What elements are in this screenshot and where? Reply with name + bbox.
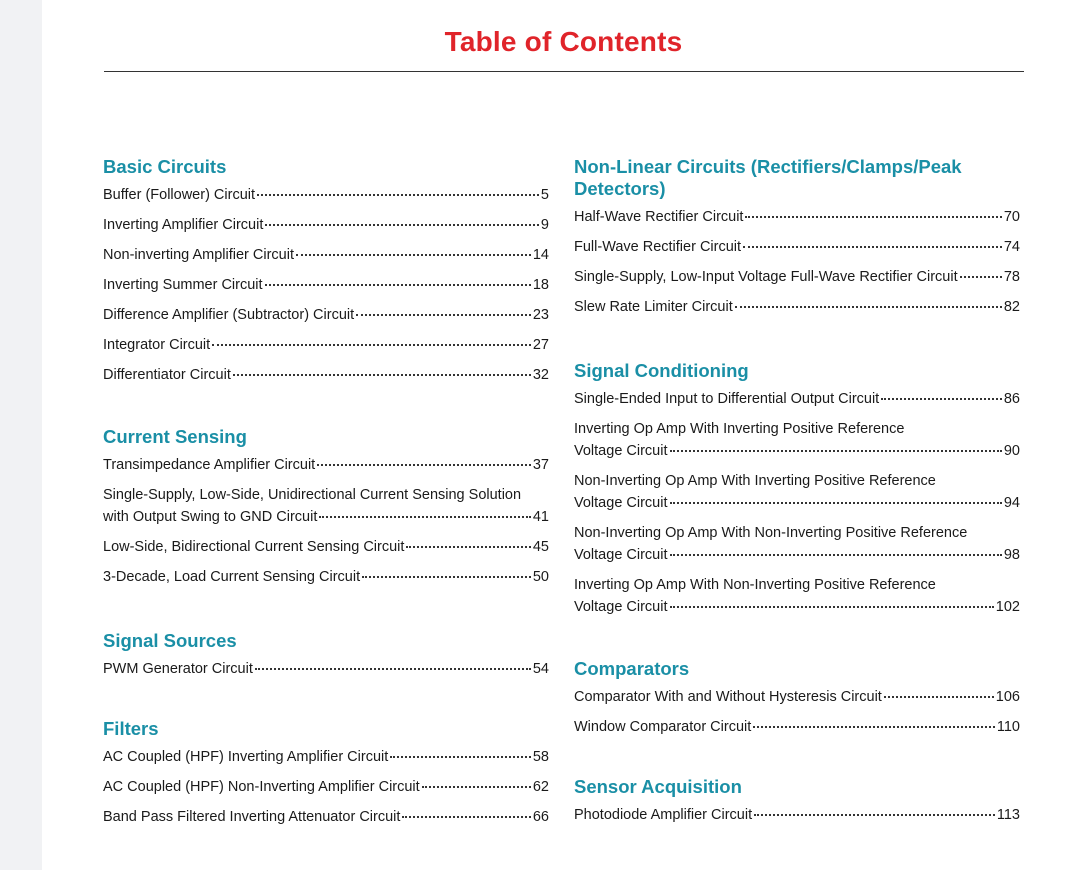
dot-leader — [670, 502, 1002, 504]
dot-leader — [402, 816, 530, 818]
toc-entry[interactable] — [574, 236, 1020, 266]
toc-entry-line2 — [574, 596, 1020, 618]
toc-entry-page-number: 58 — [532, 749, 549, 765]
toc-entry[interactable] — [574, 716, 1020, 746]
toc-entry[interactable] — [103, 806, 549, 836]
toc-section-comparators — [574, 658, 1020, 746]
toc-entry-label-line1: Non-Inverting Op Amp With Inverting Positive Reference — [574, 473, 936, 489]
toc-section-signal-conditioning — [574, 360, 1020, 626]
toc-entry-page-number: 78 — [1003, 269, 1020, 285]
toc-right-column — [574, 156, 1020, 834]
section-heading: Signal Conditioning — [574, 360, 749, 381]
dot-leader — [317, 464, 531, 466]
toc-entry-label: Voltage Circuit — [574, 495, 668, 511]
toc-entry-page-number: 110 — [996, 719, 1020, 735]
toc-entry-page-number: 90 — [1003, 443, 1020, 459]
toc-section-current-sensing — [103, 426, 549, 596]
toc-entry-label: Inverting Amplifier Circuit — [103, 217, 264, 233]
toc-entry-page-number: 14 — [532, 247, 549, 263]
dot-leader — [233, 374, 531, 376]
toc-entry-page-number: 113 — [996, 807, 1020, 823]
dot-leader — [735, 306, 1002, 308]
section-heading: Signal Sources — [103, 630, 237, 651]
title-rule — [104, 71, 1024, 72]
toc-entry-page-number: 41 — [532, 509, 549, 525]
toc-entry[interactable] — [574, 804, 1020, 834]
toc-entry[interactable] — [103, 776, 549, 806]
toc-entry-label: Half-Wave Rectifier Circuit — [574, 209, 744, 225]
dot-leader — [745, 216, 1001, 218]
toc-entry-label: with Output Swing to GND Circuit — [103, 509, 318, 525]
toc-entry-label: Single-Ended Input to Differential Output Circuit — [574, 391, 880, 407]
toc-entry-page-number: 102 — [995, 599, 1020, 615]
toc-entry-page-number: 23 — [532, 307, 549, 323]
toc-entry-label: Slew Rate Limiter Circuit — [574, 299, 733, 315]
toc-entry[interactable] — [103, 184, 549, 214]
toc-entry-label-line1: Inverting Op Amp With Inverting Positive Reference — [574, 421, 905, 437]
section-heading: Filters — [103, 718, 159, 739]
toc-entry[interactable] — [103, 484, 549, 536]
toc-entry[interactable] — [103, 244, 549, 274]
section-heading: Comparators — [574, 658, 690, 679]
toc-entry[interactable] — [574, 418, 1020, 470]
toc-entry-page-number: 5 — [540, 187, 549, 203]
toc-entry-label: AC Coupled (HPF) Non-Inverting Amplifier Circuit — [103, 779, 420, 795]
toc-entry[interactable] — [574, 266, 1020, 296]
toc-entry-label: Difference Amplifier (Subtractor) Circuit — [103, 307, 355, 323]
dot-leader — [362, 576, 531, 578]
toc-section-non-linear-circuits-rectifiers-clamps-peak-detectors — [574, 156, 1020, 326]
dot-leader — [296, 254, 531, 256]
dot-leader — [255, 668, 531, 670]
toc-entry[interactable] — [103, 364, 549, 394]
toc-entry-label: AC Coupled (HPF) Inverting Amplifier Circuit — [103, 749, 389, 765]
toc-entry[interactable] — [103, 566, 549, 596]
toc-entry-page-number: 106 — [995, 689, 1020, 705]
toc-entry-line2 — [574, 544, 1020, 566]
toc-entry-label: Comparator With and Without Hysteresis Circuit — [574, 689, 882, 705]
toc-entry-label: 3-Decade, Load Current Sensing Circuit — [103, 569, 361, 585]
toc-entry-line2 — [574, 492, 1020, 514]
toc-section-signal-sources — [103, 630, 549, 688]
toc-entry[interactable] — [103, 214, 549, 244]
toc-entry-page-number: 50 — [532, 569, 549, 585]
page-gutter — [0, 0, 42, 870]
toc-entry-label: Voltage Circuit — [574, 599, 668, 615]
toc-entry-line2 — [103, 506, 549, 528]
toc-entry[interactable] — [574, 686, 1020, 716]
dot-leader — [422, 786, 531, 788]
toc-entry[interactable] — [103, 658, 549, 688]
toc-entry-page-number: 74 — [1003, 239, 1020, 255]
section-heading: Current Sensing — [103, 426, 247, 447]
toc-section-basic-circuits — [103, 156, 549, 394]
dot-leader — [743, 246, 1002, 248]
dot-leader — [754, 814, 995, 816]
dot-leader — [212, 344, 531, 346]
toc-entry-label: Non-inverting Amplifier Circuit — [103, 247, 294, 263]
toc-entry[interactable] — [103, 454, 549, 484]
dot-leader — [960, 276, 1002, 278]
toc-entry-label: Low-Side, Bidirectional Current Sensing Circuit — [103, 539, 405, 555]
dot-leader — [319, 516, 531, 518]
dot-leader — [884, 696, 994, 698]
toc-entry[interactable] — [103, 746, 549, 776]
section-heading: Basic Circuits — [103, 156, 227, 177]
toc-entry-label-line1: Inverting Op Amp With Non-Inverting Positive Reference — [574, 577, 936, 593]
dot-leader — [257, 194, 539, 196]
dot-leader — [670, 606, 994, 608]
toc-entry-page-number: 70 — [1003, 209, 1020, 225]
toc-entry-label: Photodiode Amplifier Circuit — [574, 807, 753, 823]
dot-leader — [265, 284, 531, 286]
toc-entry-label: Buffer (Follower) Circuit — [103, 187, 256, 203]
section-heading: Non-Linear Circuits (Rectifiers/Clamps/Peak Detectors) — [574, 156, 962, 199]
toc-entry-page-number: 66 — [532, 809, 549, 825]
dot-leader — [356, 314, 531, 316]
toc-entry[interactable] — [574, 388, 1020, 418]
toc-entry-label: Full-Wave Rectifier Circuit — [574, 239, 742, 255]
toc-entry-line2 — [574, 440, 1020, 462]
toc-entry-label: Transimpedance Amplifier Circuit — [103, 457, 316, 473]
dot-leader — [670, 450, 1002, 452]
toc-entry-label: Inverting Summer Circuit — [103, 277, 263, 293]
section-heading: Sensor Acquisition — [574, 776, 742, 797]
toc-entry-label: Single-Supply, Low-Input Voltage Full-Wave Rectifier Circuit — [574, 269, 958, 285]
dot-leader — [881, 398, 1002, 400]
toc-entry-label-line1: Single-Supply, Low-Side, Unidirectional Current Sensing Solution — [103, 487, 522, 503]
toc-entry-label: PWM Generator Circuit — [103, 661, 253, 677]
toc-entry-page-number: 27 — [532, 337, 549, 353]
toc-entry[interactable] — [574, 574, 1020, 626]
toc-entry-label: Voltage Circuit — [574, 547, 668, 563]
page-title: Table of Contents — [444, 26, 683, 57]
toc-section-sensor-acquisition — [574, 776, 1020, 834]
toc-entry-page-number: 82 — [1003, 299, 1020, 315]
toc-entry-page-number: 94 — [1003, 495, 1020, 511]
toc-entry-page-number: 32 — [532, 367, 549, 383]
toc-entry[interactable] — [103, 536, 549, 566]
toc-entry-label-line1: Non-Inverting Op Amp With Non-Inverting Positive Reference — [574, 525, 968, 541]
toc-section-filters — [103, 718, 549, 836]
toc-entry-page-number: 45 — [532, 539, 549, 555]
toc-entry[interactable] — [574, 206, 1020, 236]
dot-leader — [670, 554, 1002, 556]
dot-leader — [406, 546, 530, 548]
toc-entry-label: Band Pass Filtered Inverting Attenuator Circuit — [103, 809, 401, 825]
toc-entry-label: Window Comparator Circuit — [574, 719, 752, 735]
toc-entry[interactable] — [574, 470, 1020, 522]
toc-entry[interactable] — [574, 296, 1020, 326]
toc-entry-label: Integrator Circuit — [103, 337, 211, 353]
toc-entry-page-number: 9 — [540, 217, 549, 233]
toc-entry-label: Differentiator Circuit — [103, 367, 231, 383]
toc-entry-page-number: 54 — [532, 661, 549, 677]
toc-entry-page-number: 18 — [532, 277, 549, 293]
toc-entry[interactable] — [103, 334, 549, 364]
toc-left-column — [103, 156, 549, 836]
toc-entry-page-number: 86 — [1003, 391, 1020, 407]
dot-leader — [265, 224, 539, 226]
toc-entry-page-number: 37 — [532, 457, 549, 473]
toc-entry[interactable] — [574, 522, 1020, 574]
toc-entry[interactable] — [103, 274, 549, 304]
toc-entry-page-number: 98 — [1003, 547, 1020, 563]
dot-leader — [390, 756, 531, 758]
dot-leader — [753, 726, 995, 728]
toc-entry[interactable] — [103, 304, 549, 334]
toc-entry-label: Voltage Circuit — [574, 443, 668, 459]
toc-entry-page-number: 62 — [532, 779, 549, 795]
